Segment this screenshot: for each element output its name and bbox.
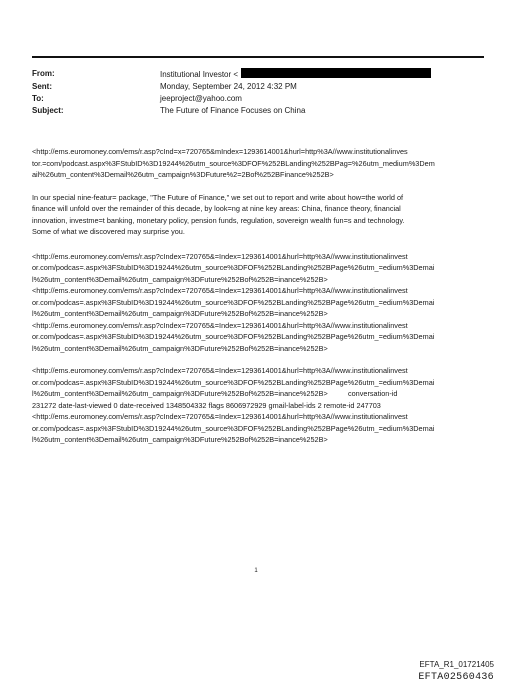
to-value: jeeproject@yahoo.com [160, 94, 242, 103]
link-line: or.com/podcas=.aspx%3FStubID%3D19244%26utm_source%3DFOF%252BLanding%252BPage%26utm_=edium%3Demai [32, 297, 435, 307]
from-label: From: [32, 69, 55, 78]
from-value [160, 68, 492, 81]
subject-row [32, 105, 492, 117]
redaction-bar [241, 68, 431, 78]
metadata-line: 231272 date-last-viewed 0 date-received 1348504332 flags 8606972929 gmail-label-ids 2 remote-id 247703 [32, 400, 381, 410]
link-line: <http://ems.euromoney.com/ems/r.asp?cIndex=720765&=Index=1293614001&hurl=http%3A//www.institutionalinvest [32, 412, 408, 421]
link-line: or.com/podcas=.aspx%3FStubID%3D19244%26utm_source%3DFOF%252BLanding%252BPage%26utm_=edium%3Demai [32, 423, 435, 433]
text-line: Some of what we discovered may surprise you. [32, 227, 185, 236]
link-line: <http://ems.euromoney.com/ems/r.asp?cIndex=720765&=Index=1293614001&hurl=http%3A//www.institutionalinvest [32, 366, 408, 375]
email-body [32, 146, 484, 457]
link-line: tor.=com/podcast.aspx%3FStubID%3D19244%26utm_source%3DFOF%252BLanding%252BPag=%26utm_medium%3Dem [32, 158, 435, 168]
link-line: <http://ems.euromoney.com/ems/r.asp?cInd=x=720765&mIndex=1293614001&hurl=http%3A//www.institutionalinves [32, 147, 408, 156]
tracking-link-paragraph-3 [32, 365, 484, 446]
text-line: finance will unfold over the remainder of this decade, by look=ng at nine key areas: China, finance theory, financial [32, 204, 401, 213]
email-header [32, 68, 492, 117]
sent-value: Monday, September 24, 2012 4:32 PM [160, 82, 297, 91]
subject-value: The Future of Finance Focuses on China [160, 106, 306, 115]
link-line: l%26utm_content%3Demail%26utm_campaign%3DFuture%252Bof%252B=inance%252B> [32, 343, 328, 353]
intro-paragraph [32, 192, 484, 238]
bates-reference-1: EFTA_R1_01721405 [419, 660, 494, 669]
link-line: l%26utm_content%3Demail%26utm_campaign%3DFuture%252Bof%252B=inance%252B> [32, 274, 328, 284]
header-rule [32, 56, 484, 58]
text-line: In our special nine-featur= package, "The Future of Finance," we set out to report and write about how=the world of [32, 192, 404, 202]
from-row [32, 68, 492, 81]
link-line: l%26utm_content%3Demail%26utm_campaign%3DFuture%252Bof%252B=inance%252B> [32, 309, 328, 318]
page-number: 1 [254, 568, 258, 574]
link-line: l%26utm_content%3Demail%26utm_campaign%3DFuture%252Bof%252B=inance%252B> conversation-id [32, 389, 398, 398]
from-sender: Institutional Investor < [160, 70, 239, 79]
tracking-link-paragraph-1 [32, 146, 484, 181]
link-line: <http://ems.euromoney.com/ems/r.asp?cIndex=720765&=Index=1293614001&hurl=http%3A//www.institutionalinvest [32, 286, 408, 295]
sent-label: Sent: [32, 82, 52, 91]
link-line: ail%26utm_content%3Demail%26utm_campaign%3DFuture%2=2Bof%252BFinance%252B> [32, 170, 334, 179]
link-line: <http://ems.euromoney.com/ems/r.asp?cIndex=720765&=Index=1293614001&hurl=http%3A//www.institutionalinvest [32, 320, 408, 330]
link-line: <http://ems.euromoney.com/ems/r.asp?cIndex=720765&=Index=1293614001&hurl=http%3A//www.institutionalinvest [32, 251, 408, 261]
sent-row [32, 81, 492, 93]
subject-label: Subject: [32, 106, 64, 115]
to-row [32, 93, 492, 105]
text-line: innovation, investme=t banking, monetary policy, pension funds, regulation, sovereign wealth fun=s and technology. [32, 215, 405, 225]
link-line: or.com/podcas=.aspx%3FStubID%3D19244%26utm_source%3DFOF%252BLanding%252BPage%26utm_=edium%3Demai [32, 263, 435, 272]
link-line: or.com/podcas=.aspx%3FStubID%3D19244%26utm_source%3DFOF%252BLanding%252BPage%26utm_=edium%3Demai [32, 377, 435, 387]
link-line: or.com/podcas=.aspx%3FStubID%3D19244%26utm_source%3DFOF%252BLanding%252BPage%26utm_=edium%3Demai [32, 332, 435, 341]
tracking-link-paragraph-2 [32, 251, 484, 355]
bates-reference-2: EFTA02560436 [418, 672, 494, 683]
link-line: l%26utm_content%3Demail%26utm_campaign%3DFuture%252Bof%252B=inance%252B> [32, 435, 328, 444]
to-label: To: [32, 94, 44, 103]
